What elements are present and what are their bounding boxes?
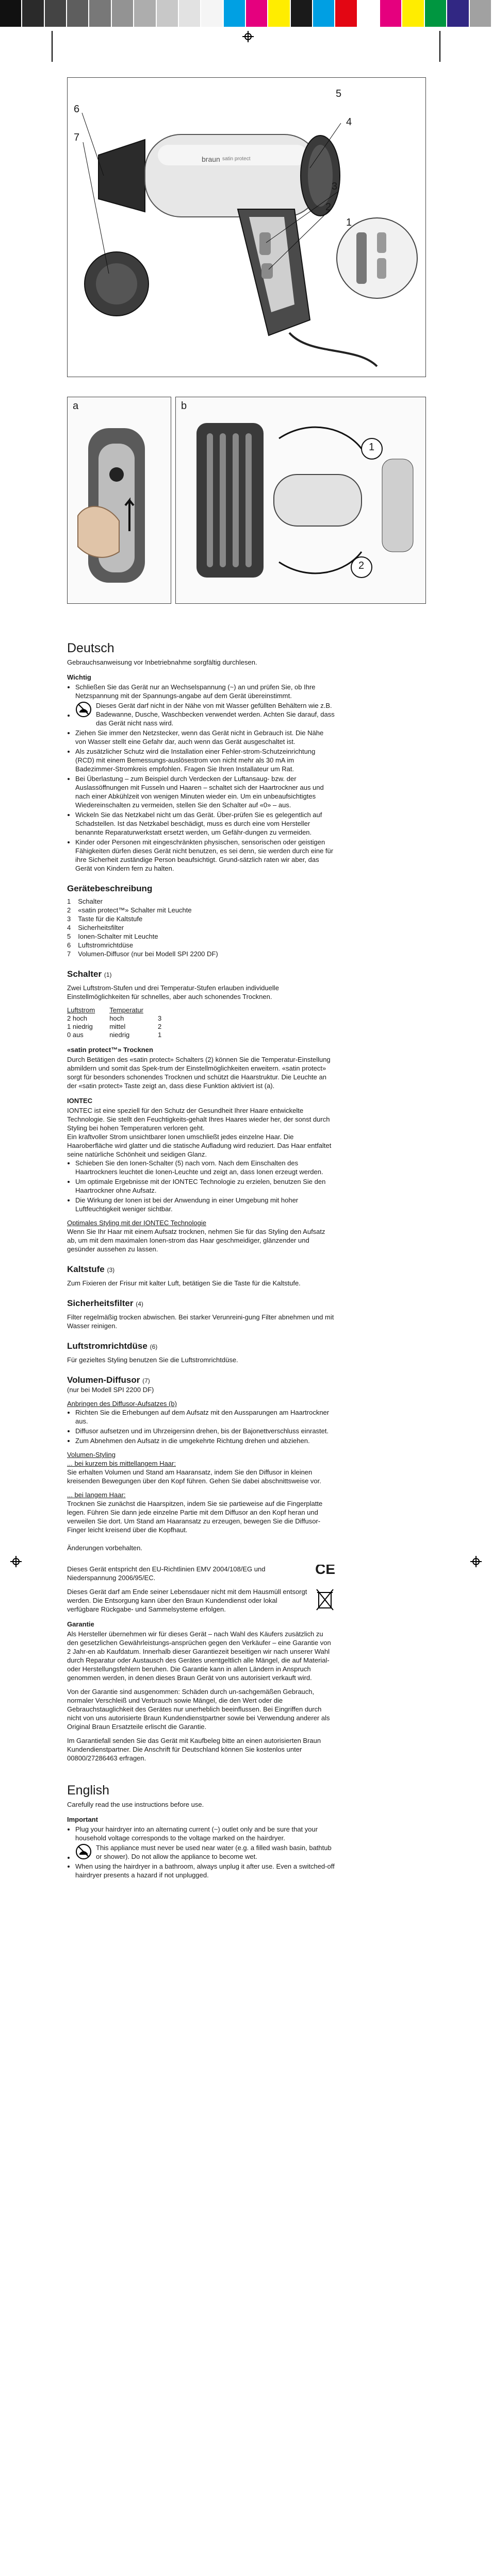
- intro-text: Gebrauchsanweisung vor Inbetriebnahme sorgfältig durchlesen.: [67, 658, 257, 666]
- diffusor-model: (nur bei Modell SPI 2200 DF): [67, 1386, 154, 1394]
- step-2-label: 2: [358, 560, 365, 571]
- english-section: [67, 1783, 335, 1879]
- color-calibration-bar: [0, 0, 492, 27]
- important-item-text: • This appliance must never be used near water (e.g. a filled wash basin, bathtub or shower). Do not allow the appliance to become wet.: [96, 1844, 332, 1860]
- aenderungen-text: Änderungen vorbehalten.: [67, 1544, 143, 1552]
- wichtig-item: • Wickeln Sie das Netzkabel nicht um das Gerät. Über-prüfen Sie es gelegentlich auf Schadstellen. Ist das Netzkabel beschädigt, muss es durch eine vom Hersteller benannte Reparaturwerkstatt ersetzt werden, um Gefähr-dungen zu vermeiden.: [75, 810, 335, 837]
- stages-head-temp: Temperatur: [109, 1006, 143, 1014]
- color-swatch: [134, 0, 156, 27]
- figure-brand-sub: satin protect: [222, 156, 251, 162]
- iontec-text: IONTEC ist eine speziell für den Schutz der Gesundheit Ihrer Haare entwickelte Technologie. Sie stellt den Feuchtigkeits-gehalt Ihres Haares wieder her, der sonst durch Styling bei hohen Temperaturen verloren geht.: [67, 1107, 330, 1132]
- color-swatch: [335, 0, 357, 27]
- color-swatch: [470, 0, 492, 27]
- ce-paragraph: [67, 1565, 335, 1582]
- crop-mark: [439, 31, 440, 62]
- manual-content: [67, 641, 335, 1885]
- panel-a: [67, 397, 171, 604]
- color-swatch: [157, 0, 179, 27]
- english-intro: Carefully read the use instructions before use.: [67, 1801, 204, 1808]
- color-swatch: [201, 0, 223, 27]
- color-swatch: [0, 0, 22, 27]
- vol-short-text: Sie erhalten Volumen und Stand am Haaransatz, indem Sie den Diffusor in kleinen kreisenden Bewegungen über den Kopf führen. Gehen Sie dabei abschnittsweise vor.: [67, 1468, 321, 1485]
- step-1-label: 1: [369, 442, 375, 453]
- optimal-text: Wenn Sie Ihr Haar mit einem Aufsatz trocknen, nehmen Sie für das Styling den Aufsatz ab, um mit dem maximalen Ionen-strom das Haar geschmeidiger, glänzender und gesünder aussehen zu lassen.: [67, 1228, 325, 1253]
- volumen-styling-title: Volumen-Styling: [67, 1451, 116, 1459]
- wichtig-item: • Ziehen Sie immer den Netzstecker, wenn das Gerät nicht in Gebrauch ist. Die Nähe von Wasser stellt eine Gefahr dar, auch wenn das Gerät ausgeschaltet ist.: [75, 728, 335, 746]
- section-title-deutsch: Deutsch: [67, 641, 114, 655]
- wichtig-title: Wichtig: [67, 673, 91, 681]
- duese-text: Für gezieltes Styling benutzen Sie die Luftstromrichtdüse.: [67, 1356, 238, 1364]
- color-swatch: [45, 0, 67, 27]
- garantie-text-3: Im Garantiefall senden Sie das Gerät mit Kaufbeleg bitte an einen autorisierten Braun Kundendienstpartner. Die Anschrift für Deutschland können Sie kostenlos unter 00800/27286463 erfragen.: [67, 1737, 321, 1762]
- color-swatch: [246, 0, 268, 27]
- anbringen-title: Anbringen des Diffusor-Aufsatzes (b): [67, 1400, 177, 1408]
- geraete-item: 3 Taste für die Kaltstufe: [67, 915, 143, 923]
- section-title-english: English: [67, 1783, 109, 1798]
- registration-mark-right: [470, 1556, 482, 1567]
- color-swatch: [402, 0, 424, 27]
- callout-4: 4: [346, 116, 352, 128]
- registration-mark-left: [10, 1556, 22, 1567]
- color-swatch: [179, 0, 201, 27]
- color-swatch: [89, 0, 111, 27]
- callout-2: 2: [325, 201, 332, 213]
- vol-long-title: ... bei langem Haar:: [67, 1491, 126, 1499]
- geraete-item: 4 Sicherheitsfilter: [67, 924, 124, 931]
- color-swatch: [224, 0, 246, 27]
- weee-paragraph: [67, 1587, 335, 1614]
- callout-6: 6: [74, 104, 80, 115]
- crop-mark: [52, 31, 53, 62]
- panel-b-label: b: [181, 400, 187, 412]
- color-swatch: [358, 0, 380, 27]
- stages-row: 0 aus niedrig 1: [67, 1031, 162, 1039]
- product-figure: [67, 77, 426, 377]
- geraete-item: 1 Schalter: [67, 897, 103, 905]
- kalt-text: Zum Fixieren der Frisur mit kalter Luft, betätigen Sie die Taste für die Kaltstufe.: [67, 1279, 301, 1287]
- anbringen-item: • Zum Abnehmen den Aufsatz in die umgekehrte Richtung drehen und abziehen.: [75, 1436, 335, 1445]
- wichtig-item: • Kinder oder Personen mit eingeschränkten physischen, sensorischen oder geistigen Fähigkeiten dürfen dieses Gerät nicht benutzen, es sei denn, sie werden durch eine für ihre Sicherheit zuständige Person beaufsichtigt. Grund-sätzlich raten wir aber, das Gerät von Kindern fern zu halten.: [75, 838, 335, 873]
- color-swatch: [22, 0, 44, 27]
- hand-switch-illustration: [68, 397, 171, 603]
- important-title: Important: [67, 1816, 98, 1823]
- weee-text: Dieses Gerät darf am Ende seiner Lebensdauer nicht mit dem Hausmüll entsorgt werden. Die Entsorgung kann über den Braun Kundendienst oder lokal verfügbare Rückgabe- und Sammelsysteme erfolgen.: [67, 1588, 307, 1613]
- stages-row: 1 niedrig mittel 2: [67, 1023, 162, 1030]
- color-swatch: [380, 0, 402, 27]
- kalt-title: Kaltstufe (3): [67, 1264, 115, 1274]
- wichtig-list: [67, 683, 335, 873]
- crossed-bin-icon: [315, 1587, 335, 1612]
- hairdryer-illustration: [68, 78, 425, 377]
- stages-head-air: Luftstrom: [67, 1006, 95, 1014]
- garantie-text-1: Als Hersteller übernehmen wir für dieses Gerät – nach Wahl des Käufers zusätzlich zu den gesetzlichen Gewährleistungs-ansprüchen gegen den Verkäufer – eine Garantie von 2 Jahr-en ab Kaufdatum. Innerhalb dieser Garantiezeit beseitigen wir nach unserer Wahl durch Reparatur oder Austausch des Gerätes unentgeltlich alle Mängel, die auf Material- oder Herstellungsfehlern beruhen. Die Garantie kann in allen Ländern in Anspruch genommen werden, in denen dieses Braun Gerät von uns autorisiert verkauft wird.: [67, 1630, 331, 1682]
- color-swatch: [313, 0, 335, 27]
- ce-mark: CE: [315, 1565, 335, 1577]
- figure-brand: braun: [202, 155, 220, 163]
- vol-short-title: ... bei kurzem bis mittellangem Haar:: [67, 1460, 176, 1467]
- callout-1: 1: [346, 217, 352, 228]
- no-water-icon: [75, 701, 92, 718]
- color-swatch: [425, 0, 447, 27]
- important-item: • Plug your hairdryer into an alternating current (~) outlet only and be sure that your household voltage corresponds to the voltage marked on the hairdryer.: [75, 1825, 335, 1842]
- vol-long-text: Trocknen Sie zunächst die Haarspitzen, indem Sie sie partieweise auf die Fingerplatte legen. Führen Sie dann jede einzelne Partie mit dem Diffusor an den Kopf heran und verweilen Sie dort. Um Stand am Haaransatz zu erzeugen, bewegen Sie die Diffusor-Finger leicht kreisend über die Kopfhaut.: [67, 1500, 323, 1534]
- important-list: [67, 1825, 335, 1879]
- iontec-item: • Um optimale Ergebnisse mit der IONTEC Technologie zu erzielen, benutzen Sie den Haartrockner ohne Aufsatz.: [75, 1177, 335, 1195]
- important-item: • When using the hairdryer in a bathroom, always unplug it after use. Even a switched-off hairdryer presents a hazard if not unplugged.: [75, 1862, 335, 1879]
- color-swatch: [67, 0, 89, 27]
- color-swatch: [268, 0, 290, 27]
- geraete-item: 2 «satin protect™» Schalter mit Leuchte: [67, 906, 192, 914]
- garantie-text-2: Von der Garantie sind ausgenommen: Schäden durch un-sachgemäßen Gebrauch, normaler Verschleiß und Verbrauch sowie Mängel, die den Wert oder die Gebrauchstauglichkeit des Gerätes nur unerheblich beeinflussen. Bei Eingriffen durch nicht von uns autorisierte Braun Kundendienstpartner sowie bei Verwendung anderer als Original Braun Ersatzteile erlischt die Garantie.: [67, 1688, 330, 1731]
- schalter-text: Zwei Luftstrom-Stufen und drei Temperatur-Stufen erlauben individuelle Einstellmöglichkeiten für schnelles, aber auch schonendes Trocknen.: [67, 984, 279, 1001]
- anbringen-item: • Richten Sie die Erhebungen auf dem Aufsatz mit den Aussparungen am Haartrockner aus.: [75, 1408, 335, 1426]
- color-swatch: [112, 0, 134, 27]
- diffuser-attach-illustration: [176, 397, 425, 603]
- wichtig-item: • Schließen Sie das Gerät nur an Wechselspannung (~) an und prüfen Sie, ob Ihre Netzspannung mit der Spannungs-angabe auf dem Gerät übereinstimmt.: [75, 683, 335, 700]
- panel-a-label: a: [73, 400, 79, 412]
- wichtig-item: • Bei Überlastung – zum Beispiel durch Verdecken der Luftansaug- bzw. der Auslassöffnungen mit Fusseln und Haaren – schaltet sich der Haartrockner aus und nach einer Abkühlzeit von wenigen Minuten wieder ein. Um ein unbeaufsichtigtes Wiedereinschalten zu vermeiden, stellen Sie den Schalter auf «0» – aus.: [75, 774, 335, 809]
- geraete-list: [67, 897, 335, 958]
- geraete-item: 5 Ionen-Schalter mit Leuchte: [67, 933, 158, 940]
- no-water-icon: [75, 1843, 92, 1860]
- registration-mark-top-left: [242, 31, 254, 42]
- iontec-item: • Schieben Sie den Ionen-Schalter (5) nach vorn. Nach dem Einschalten des Haartrockners leuchtet die Ionen-Leuchte und zeigt an, dass Ionen erzeugt werden.: [75, 1159, 335, 1176]
- diffusor-title: Volumen-Diffusor (7): [67, 1375, 150, 1385]
- iontec-title: IONTEC: [67, 1097, 93, 1105]
- geraete-title: Gerätebeschreibung: [67, 884, 153, 893]
- panel-b: [175, 397, 426, 604]
- callout-5: 5: [336, 88, 342, 99]
- color-swatch: [291, 0, 313, 27]
- iontec-list: [67, 1159, 335, 1213]
- filter-title: Sicherheitsfilter (4): [67, 1298, 143, 1308]
- anbringen-item: • Diffusor aufsetzen und im Uhrzeigersinn drehen, bis der Bajonettverschluss einrastet.: [75, 1427, 335, 1435]
- schalter-title: Schalter (1): [67, 969, 112, 979]
- wichtig-item: • Als zusätzlicher Schutz wird die Installation einer Fehler-strom-Schutzeinrichtung (RCD) mit einem Bemessungs-auslösestrom von nicht mehr als 30 mA im Badezimmer-Stromkreis empfohlen. Fragen Sie Ihren Installateur um Rat.: [75, 747, 335, 773]
- important-item: [75, 1843, 335, 1861]
- duese-title: Luftstromrichtdüse (6): [67, 1341, 158, 1351]
- stages-row: 2 hoch hoch 3: [67, 1014, 162, 1022]
- iontec-item: • Die Wirkung der Ionen ist bei der Anwendung in einer Umgebung mit hoher Luftfeuchtigkeit weniger sichtbar.: [75, 1196, 335, 1213]
- geraete-item: 6 Luftstromrichtdüse: [67, 941, 134, 949]
- color-swatch: [447, 0, 469, 27]
- wichtig-item-text: • Dieses Gerät darf nicht in der Nähe von mit Wasser gefüllten Behältern wie z.B. Badewanne, Dusche, Waschbecken verwendet werden. Achten Sie darauf, dass das Gerät nicht nass wird.: [96, 702, 335, 727]
- anbringen-list: [67, 1408, 335, 1445]
- filter-text: Filter regelmäßig trocken abwischen. Bei starker Verunreini-gung Filter abnehmen und mit Wasser reinigen.: [67, 1313, 334, 1330]
- satin-text: Durch Betätigen des «satin protect» Schalters (2) können Sie die Temperatur-Einstellung abmildern und somit das Spek-trum der Einstellmöglichkeiten erweitern. «satin protect» sorgt für besonders schonendes Trocknen und schützt die Haarstruktur. Die Leuchte an der «satin protect» Taste zeigt an, dass diese Funktion aktiviert ist (a).: [67, 1056, 331, 1090]
- garantie-title: Garantie: [67, 1620, 94, 1628]
- iontec-text-2: Ein kraftvoller Strom unsichtbarer Ionen umschließt jedes einzelne Haar. Die Haaroberfläche wird glatter und die statische Aufladung wird reduziert. Das Haar entfaltet seine natürliche Schönheit und seidigen Glanz.: [67, 1133, 332, 1158]
- stages-table: [67, 1006, 176, 1039]
- satin-title: «satin protect™» Trocknen: [67, 1046, 153, 1054]
- geraete-item: 7 Volumen-Diffusor (nur bei Modell SPI 2200 DF): [67, 950, 218, 958]
- optimal-title: Optimales Styling mit der IONTEC Technologie: [67, 1219, 206, 1227]
- callout-3: 3: [332, 181, 338, 192]
- callout-7: 7: [74, 132, 80, 143]
- ce-text: Dieses Gerät entspricht den EU-Richtlinien EMV 2004/108/EG und Niederspannung 2006/95/EC.: [67, 1565, 266, 1582]
- wichtig-item: [75, 701, 335, 727]
